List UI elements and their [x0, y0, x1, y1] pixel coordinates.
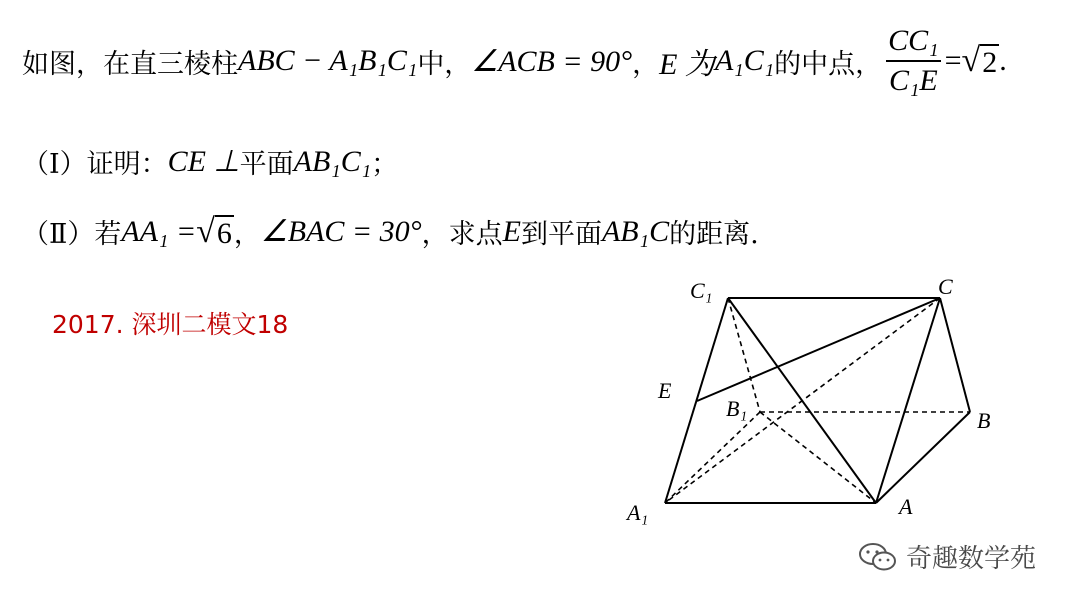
label-a1: A₁ — [627, 500, 649, 525]
part1-label: （Ⅰ）证明： — [22, 149, 168, 180]
hidden-edge-b1-a — [760, 412, 876, 503]
watermark-text: 奇趣数学苑 — [906, 544, 1037, 574]
intro-text-b: 中， — [417, 48, 472, 80]
separator: ， — [632, 48, 660, 80]
part2-ask-c: 的距离. — [669, 219, 759, 250]
part1-statement: CE ⊥ — [167, 145, 240, 178]
hidden-edge-c1-b1 — [728, 298, 760, 412]
watermark — [858, 538, 1036, 575]
part1-end: ； — [371, 149, 399, 180]
edge-c1-a1 — [665, 298, 728, 503]
edge-c-b — [940, 298, 970, 412]
wechat-icon — [858, 541, 898, 573]
source-label: 2017. 深圳二模文18 — [52, 310, 289, 339]
radical-sign: √ — [961, 42, 981, 79]
fraction-bar — [886, 60, 940, 62]
plane-ab1c: AB₁C — [601, 214, 670, 248]
prism-name: ABC − A₁B₁C₁ — [238, 44, 418, 77]
part2-separator: ， — [233, 219, 261, 250]
aa1-length: AA₁ = — [121, 214, 197, 248]
part2-ask-a: ，求点 — [421, 219, 503, 250]
sqrt-6 — [196, 213, 234, 251]
label-b1: B₁ — [726, 396, 748, 421]
part-1 — [22, 142, 398, 181]
sqrt-2 — [962, 42, 1000, 80]
segment-a1c1: A₁C₁ — [714, 44, 775, 77]
ratio-fraction — [886, 24, 940, 98]
sqrt-2-value: 2 — [982, 46, 998, 79]
part-2 — [22, 212, 759, 251]
part2-ask-b: 到平面 — [520, 219, 602, 250]
label-a: A — [899, 494, 913, 519]
sqrt-6-value: 6 — [216, 216, 232, 250]
ratio-denominator: C₁E — [888, 64, 938, 97]
e-definition-b: 的中点， — [774, 48, 883, 80]
hidden-segment-c-a1 — [665, 298, 940, 503]
ratio-numerator: CC₁ — [888, 24, 939, 57]
part1-plane: AB₁C₁ — [293, 144, 372, 178]
part1-plane-word: 平面 — [239, 149, 294, 180]
label-c: C — [938, 274, 953, 299]
label-e: E — [658, 378, 672, 403]
label-b: B — [977, 408, 991, 433]
statement-end: . — [999, 44, 1007, 77]
angle-acb: ∠ACB = 90° — [471, 44, 633, 78]
ratio-equals: = — [944, 44, 962, 77]
intro-text-a: 如图，在直三棱柱 — [22, 48, 238, 80]
segment-e-c — [697, 298, 940, 401]
point-e: E — [502, 214, 521, 248]
prism-figure — [600, 260, 1020, 540]
radical-sign: √ — [196, 212, 215, 250]
problem-statement — [22, 24, 1007, 98]
e-definition-a: E 为 — [659, 48, 715, 81]
label-c1: C₁ — [690, 278, 713, 303]
angle-bac: ∠BAC = 30° — [260, 215, 422, 248]
part2-label: （Ⅱ）若 — [22, 219, 122, 250]
